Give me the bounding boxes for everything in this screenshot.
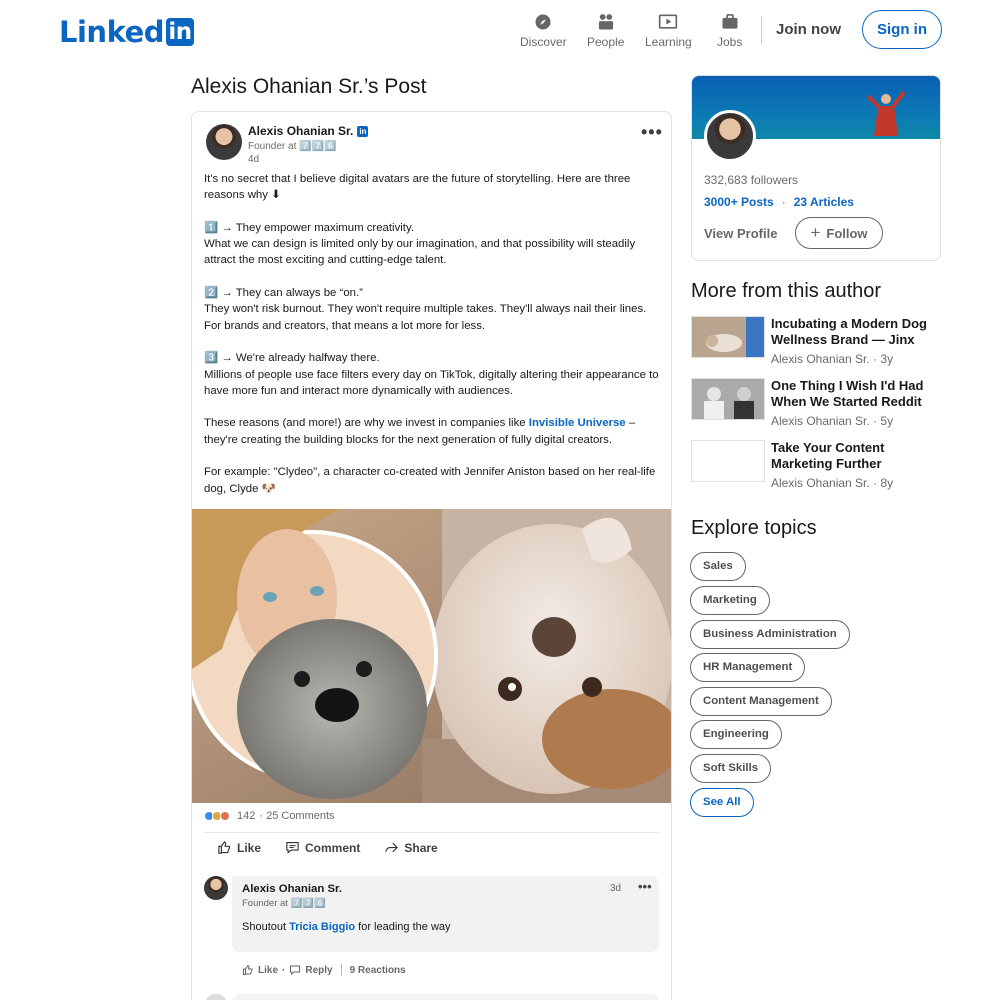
post-paragraph: They won't risk burnout. They won't require multiple takes. They'll always nail their lines. For brands and creators, that means a lot more for less.: [204, 303, 647, 332]
comment-time: 3d: [610, 883, 622, 894]
view-profile-button[interactable]: View Profile: [704, 226, 778, 241]
topic-pill-marketing[interactable]: Marketing: [690, 586, 770, 615]
comment-text: [242, 921, 451, 933]
post-author-subtitle: Founder at 7️⃣7️⃣6️⃣: [248, 141, 337, 152]
comment-reactions-count[interactable]: 9 Reactions: [349, 964, 406, 976]
header-divider: [761, 16, 762, 44]
share-arrow-icon: [384, 840, 399, 855]
post-paragraph: 3️⃣ → We're already halfway there.: [204, 352, 380, 365]
separator-pipe: [341, 964, 342, 976]
share-label: Share: [404, 840, 438, 855]
article-item[interactable]: [691, 316, 941, 366]
follow-button[interactable]: [795, 217, 883, 249]
separator-dot: ·: [282, 964, 286, 976]
reply-icon: [289, 964, 301, 976]
next-commenter-avatar[interactable]: [204, 994, 228, 1000]
post-image[interactable]: [192, 509, 672, 803]
plus-icon: +: [810, 223, 821, 242]
article-title: Take Your Content Marketing Further: [771, 440, 885, 471]
love-reaction-icon: [220, 811, 230, 821]
invisible-universe-link[interactable]: Invisible Universe: [528, 417, 626, 430]
comment-button[interactable]: [285, 840, 360, 855]
article-author: Alexis Ohanian Sr.: [771, 476, 870, 490]
thumbs-up-icon: [242, 964, 254, 976]
nav-people[interactable]: [587, 12, 624, 49]
comment-author-subtitle: Founder at 7️⃣7️⃣6️⃣: [242, 898, 327, 909]
article-author: Alexis Ohanian Sr.: [771, 414, 870, 428]
author-avatar[interactable]: [206, 124, 242, 160]
topic-pill-business-administration[interactable]: Business Administration: [690, 620, 850, 649]
comment-text-post: for leading the way: [355, 921, 451, 933]
author-profile-card: [691, 75, 941, 261]
play-icon: [657, 12, 679, 32]
article-title: One Thing I Wish I'd Had When We Started Reddit: [771, 378, 924, 409]
article-item[interactable]: [691, 378, 941, 428]
post-paragraph: [204, 204, 664, 220]
founders-thumbnail-image: [692, 379, 765, 420]
post-paragraph: It's no secret that I believe digital avatars are the future of storytelling. Here are three reasons why ⬇: [204, 173, 631, 202]
comment-text-pre: Shoutout: [242, 921, 290, 933]
profile-stats: [704, 195, 854, 209]
reaction-count: 142: [237, 810, 256, 822]
join-now-button[interactable]: Join now: [776, 21, 841, 38]
nav-learning-label: Learning: [645, 35, 692, 49]
post-paragraph: 1️⃣ → They empower maximum creativity.: [204, 221, 414, 234]
article-age: 5y: [880, 414, 894, 428]
nav-people-label: People: [587, 35, 625, 49]
linkedin-logo[interactable]: [59, 15, 194, 49]
post-paragraph: [204, 269, 664, 285]
dog-thumbnail-image: [692, 317, 765, 358]
post-paragraph: [204, 399, 664, 415]
page-title: Alexis Ohanian Sr.’s Post: [191, 75, 427, 98]
tricia-biggio-link[interactable]: Tricia Biggio: [289, 921, 356, 933]
topic-pill-hr-management[interactable]: HR Management: [690, 653, 805, 682]
follow-label: Follow: [826, 225, 868, 241]
separator-dot: ·: [781, 195, 786, 209]
articles-link[interactable]: 23 Articles: [793, 195, 854, 209]
next-comment-bubble: [232, 994, 659, 1000]
profile-avatar[interactable]: [704, 110, 756, 162]
nav-jobs-label: Jobs: [717, 35, 743, 49]
people-icon: [595, 12, 617, 32]
article-meta: Alexis Ohanian Sr. · 3y: [771, 352, 894, 366]
post-paragraph: [204, 448, 664, 464]
followers-count: 332,683 followers: [704, 173, 799, 187]
post-paragraph: [204, 334, 664, 350]
nav-jobs[interactable]: [717, 12, 742, 49]
post-paragraph-invest: [204, 415, 664, 448]
post-options-icon[interactable]: •••: [641, 122, 663, 142]
see-all-topics-button[interactable]: See All: [690, 788, 754, 817]
article-item[interactable]: [691, 440, 941, 490]
nav-discover-label: Discover: [520, 35, 567, 49]
reactions-summary[interactable]: [204, 810, 335, 822]
article-meta: Alexis Ohanian Sr. · 5y: [771, 414, 894, 428]
post-paragraph: What we can design is limited only by our imagination, and that possibility will steadily attract the most exciting and cutting-edge talent.: [204, 238, 636, 267]
comment-label: Comment: [305, 840, 361, 855]
post-actions: [217, 840, 438, 855]
explore-topics-heading: Explore topics: [691, 517, 817, 539]
logo-text: Linked: [59, 15, 164, 49]
post-paragraph: 2️⃣ → They can always be “on.”: [204, 287, 363, 300]
comment-bubble: [232, 876, 659, 952]
like-label: Like: [237, 840, 262, 855]
actions-divider: [204, 832, 659, 833]
post-card: [191, 111, 672, 1000]
topic-pill-soft-skills[interactable]: Soft Skills: [690, 754, 771, 783]
thumbs-up-icon: [217, 840, 232, 855]
article-thumbnail: [691, 440, 765, 482]
invest-text-pre: These reasons (and more!) are why we invest in companies like: [204, 417, 529, 430]
post-body: [204, 171, 664, 497]
more-from-author-heading: More from this author: [691, 280, 882, 302]
article-meta: Alexis Ohanian Sr. · 8y: [771, 476, 894, 490]
post-author-name: Alexis Ohanian Sr.: [248, 124, 354, 138]
topic-pill-sales[interactable]: Sales: [690, 552, 746, 581]
comment-icon: [285, 840, 300, 855]
top-header: [0, 0, 1000, 60]
nav-discover[interactable]: [520, 12, 567, 49]
like-button[interactable]: [217, 840, 261, 855]
topic-pill-content-management[interactable]: Content Management: [690, 687, 832, 716]
article-thumbnail: [691, 378, 765, 420]
article-thumbnail: [691, 316, 765, 358]
article-author: Alexis Ohanian Sr.: [771, 352, 870, 366]
post-paragraph-example: For example: "Clydeo", a character co-created with Jennifer Aniston based on her real-life dog, Clyde 🐶: [204, 466, 656, 495]
comment-reply-button[interactable]: Reply: [305, 964, 333, 976]
posts-link[interactable]: 3000+ Posts: [704, 195, 774, 209]
nav-learning[interactable]: [645, 12, 692, 49]
comment-author[interactable]: Alexis Ohanian Sr.: [242, 883, 343, 895]
briefcase-icon: [719, 12, 741, 32]
share-button[interactable]: [384, 840, 437, 855]
comment-like-button[interactable]: Like: [258, 964, 279, 976]
comments-count[interactable]: · 25 Comments: [259, 810, 335, 822]
invest-text-post: – they're creating the building blocks for the next generation of fully digital creators.: [204, 417, 636, 446]
post-author[interactable]: [248, 124, 368, 138]
compass-icon: [532, 12, 554, 32]
comment-actions: [242, 964, 406, 976]
commenter-avatar[interactable]: [204, 876, 228, 900]
post-time: 4d: [248, 154, 260, 165]
comment-options-icon[interactable]: •••: [638, 879, 652, 894]
post-paragraph: Millions of people use face filters every day on TikTok, digitally altering their appearance to have more fun and interact more dynamically with audiences.: [204, 368, 659, 397]
article-title: Incubating a Modern Dog Wellness Brand — Jinx: [771, 316, 927, 347]
article-age: 8y: [880, 476, 894, 490]
linkedin-badge-icon: in: [359, 126, 367, 136]
topic-pill-engineering[interactable]: Engineering: [690, 720, 782, 749]
article-age: 3y: [880, 352, 894, 366]
sign-in-button[interactable]: Sign in: [862, 10, 942, 49]
logo-box: in: [166, 18, 194, 46]
